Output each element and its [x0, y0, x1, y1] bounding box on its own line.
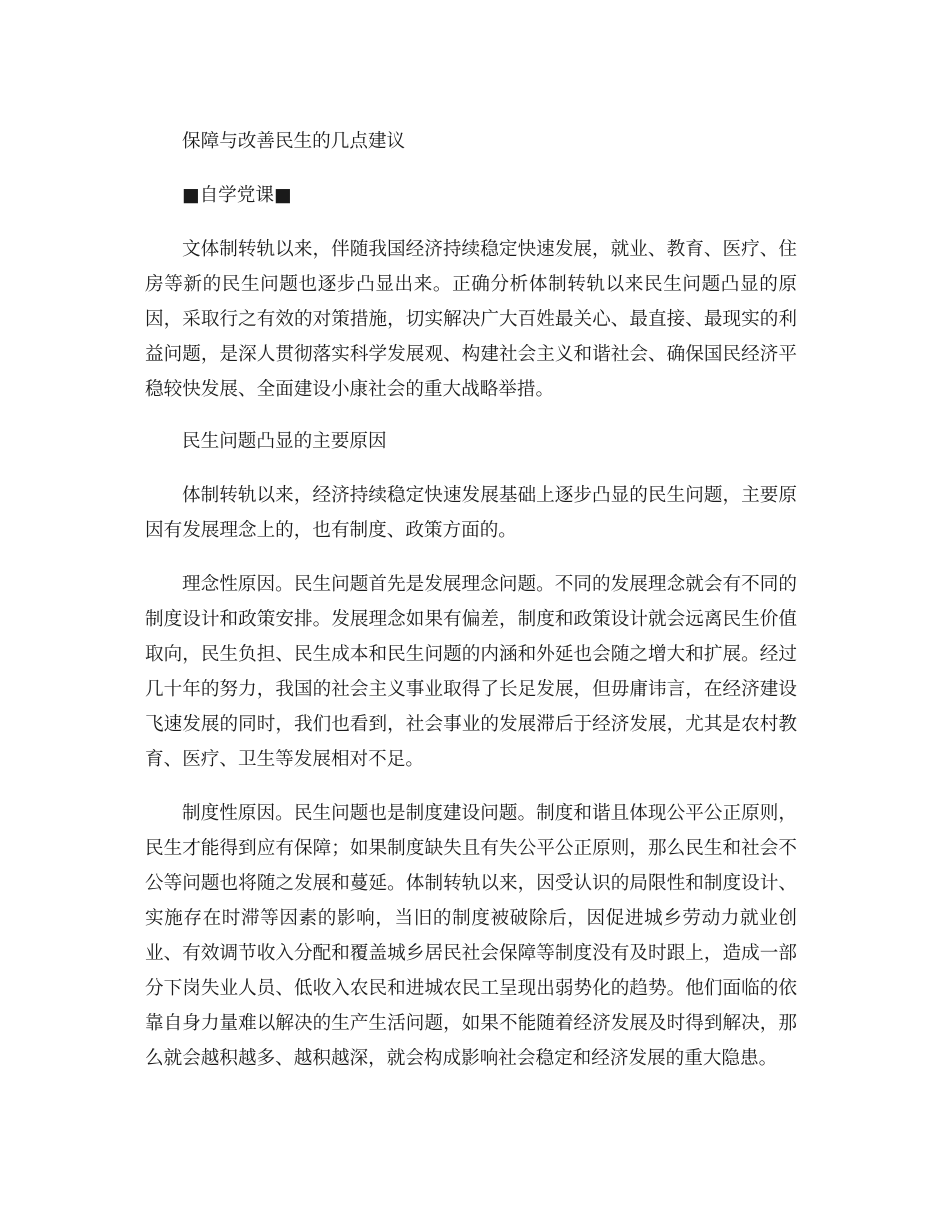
text-line: 民生才能得到应有保障；如果制度缺失且有失公平公正原则，那么民生和社会不	[145, 838, 797, 859]
text-line: 益问题，是深人贯彻落实科学发展观、构建社会主义和谐社会、确保国民经济平	[145, 344, 797, 365]
text-line: 分下岗失业人员、低收入农民和进城农民工呈现出弱势化的趋势。他们面临的依	[145, 978, 797, 999]
text-line: 体制转轨以来，经济持续稳定快速发展基础上逐步凸显的民生问题，主要原	[182, 485, 797, 506]
text-line: 业、有效调节收入分配和覆盖城乡居民社会保障等制度没有及时跟上，造成一部	[145, 943, 797, 964]
text-line: 理念性原因。民生问题首先是发展理念问题。不同的发展理念就会有不同的	[182, 574, 797, 595]
paragraph-intro	[145, 232, 797, 407]
heading-text: 民生问题凸显的主要原因	[182, 431, 387, 452]
text-line: 稳较快发展、全面建设小康社会的重大战略举措。	[145, 379, 555, 400]
text-line: 育、医疗、卫生等发展相对不足。	[145, 749, 424, 770]
text-line: 制度设计和政策安排。发展理念如果有偏差，制度和政策设计就会远离民生价值	[145, 609, 797, 630]
text-line: 因，采取行之有效的对策措施，切实解决广大百姓最关心、最直接、最现实的利	[145, 309, 797, 330]
text-line: 飞速发展的同时，我们也看到，社会事业的发展滞后于经济发展，尤其是农村教	[145, 714, 797, 735]
subtitle-text: ■自学党课■	[182, 185, 292, 206]
text-line: 几十年的努力，我国的社会主义事业取得了长足发展，但毋庸讳言，在经济建设	[145, 679, 797, 700]
text-line: 取向，民生负担、民生成本和民生问题的内涵和外延也会随之增大和扩展。经过	[145, 644, 797, 665]
paragraph-concept	[145, 567, 797, 777]
text-line: 实施存在时滞等因素的影响，当旧的制度被破除后，因促进城乡劳动力就业创	[145, 908, 797, 929]
section-heading	[145, 424, 797, 459]
text-line: 文体制转轨以来，伴随我国经济持续稳定快速发展，就业、教育、医疗、住	[182, 239, 797, 260]
text-line: 公等问题也将随之发展和蔓延。体制转轨以来，因受认识的局限性和制度设计、	[145, 873, 797, 894]
text-line: 么就会越积越多、越积越深，就会构成影响社会稳定和经济发展的重大隐患。	[145, 1048, 778, 1069]
paragraph-institutional	[145, 796, 797, 1076]
text-line: 靠自身力量难以解决的生产生活问题，如果不能随着经济发展及时得到解决，那	[145, 1013, 797, 1034]
title-text: 保障与改善民生的几点建议	[182, 131, 406, 152]
paragraph-causes	[145, 478, 797, 548]
text-line: 房等新的民生问题也逐步凸显出来。正确分析体制转轨以来民生问题凸显的原	[145, 274, 797, 295]
document-subtitle	[145, 178, 797, 213]
text-line: 因有发展理念上的，也有制度、政策方面的。	[145, 520, 517, 541]
text-line: 制度性原因。民生问题也是制度建设问题。制度和谐且体现公平公正原则，	[182, 803, 797, 824]
document-title	[145, 124, 797, 159]
